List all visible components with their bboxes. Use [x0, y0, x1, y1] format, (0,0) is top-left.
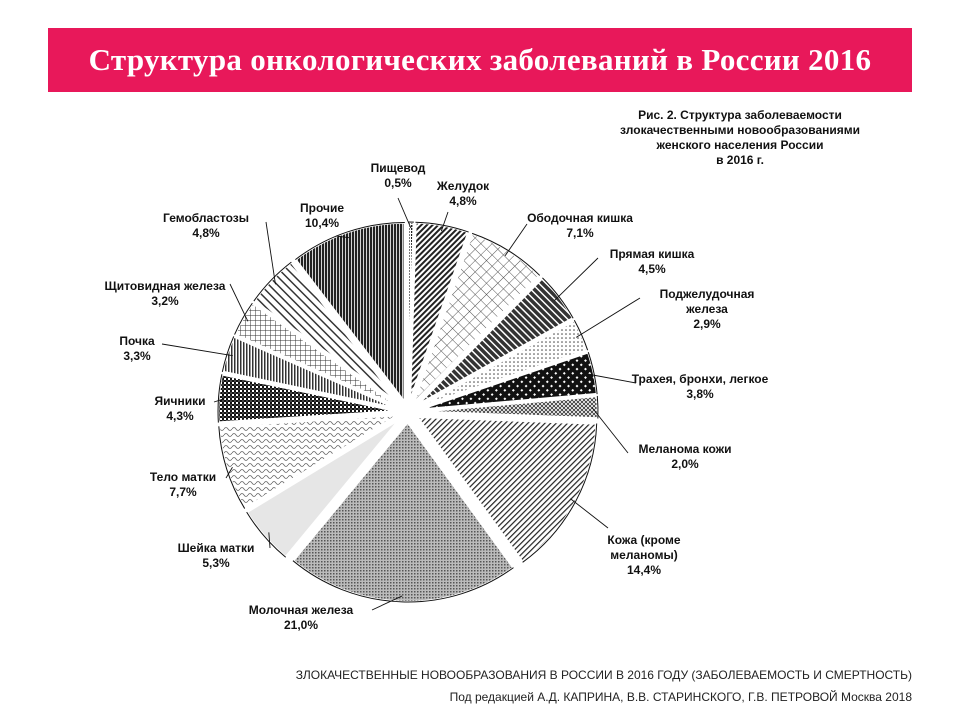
slice-value-label: 2,0% — [671, 457, 699, 471]
leader-line — [505, 224, 527, 256]
figure-caption-line: в 2016 г. — [716, 153, 764, 167]
slice-name-label: Тело матки — [149, 470, 217, 484]
slice-name-label: Трахея, бронхи, легкое — [631, 372, 769, 386]
slice-name-label: Яичники — [154, 394, 206, 408]
slice-value-label: 3,3% — [123, 349, 151, 363]
slice-value-label: 7,1% — [566, 226, 594, 240]
slice-name-label: Почка — [119, 334, 155, 348]
slice-value-label: 10,4% — [304, 216, 340, 230]
slice-name-label: Щитовидная железа — [104, 279, 226, 293]
leader-line — [554, 258, 598, 301]
slice-value-label: 4,5% — [638, 262, 666, 276]
leader-line — [162, 344, 233, 356]
slice-value-label: 3,2% — [151, 294, 179, 308]
slice-name-label: Прочие — [299, 201, 345, 215]
slice-name-label: Поджелудочная — [659, 287, 755, 301]
slice-value-label: 14,4% — [626, 563, 662, 577]
slice-name-label: Ободочная кишка — [527, 211, 633, 225]
slice-value-label: 3,8% — [686, 387, 714, 401]
slice-value-label: 7,7% — [169, 485, 197, 499]
figure-caption-line: Рис. 2. Структура заболеваемости — [638, 108, 842, 122]
slice-value-label: 2,9% — [693, 317, 721, 331]
leader-line — [266, 222, 275, 284]
source-editors: Под редакцией А.Д. КАПРИНА, В.В. СТАРИНСКОГО, Г.В. ПЕТРОВОЙ Москва 2018 — [449, 690, 912, 704]
slice-name-label: Шейка матки — [177, 541, 255, 555]
page-title: Структура онкологических заболеваний в России 2016 — [88, 42, 872, 77]
slice-name-label: Меланома кожи — [638, 442, 732, 456]
leader-line — [230, 284, 248, 321]
slice-name-label: Прямая кишка — [609, 247, 695, 261]
slice-name-label: меланомы) — [610, 548, 678, 562]
slice-name-label: Желудок — [436, 179, 490, 193]
figure-caption-line: злокачественными новообразованиями — [619, 123, 861, 137]
leader-line — [570, 499, 608, 528]
slice-value-label: 4,3% — [166, 409, 194, 423]
slice-value-label: 4,8% — [192, 226, 220, 240]
source-title: ЗЛОКАЧЕСТВЕННЫЕ НОВООБРАЗОВАНИЯ В РОССИИ В 2016 ГОДУ (ЗАБОЛЕВАЕМОСТЬ И СМЕРТНОСТЬ) — [295, 668, 912, 682]
slice-name-label: Кожа (кроме — [607, 533, 681, 547]
slice-value-label: 5,3% — [202, 556, 230, 570]
leader-line — [576, 298, 640, 337]
slice-value-label: 4,8% — [449, 194, 477, 208]
slice-value-label: 21,0% — [283, 618, 319, 632]
figure-caption-line: женского населения России — [656, 138, 824, 152]
slice-name-label: Молочная железа — [248, 603, 354, 617]
slice-name-label: Пищевод — [370, 161, 426, 175]
slice-name-label: Гемобластозы — [163, 211, 249, 225]
slice-value-label: 0,5% — [384, 176, 412, 190]
slice-name-label: железа — [686, 302, 728, 316]
